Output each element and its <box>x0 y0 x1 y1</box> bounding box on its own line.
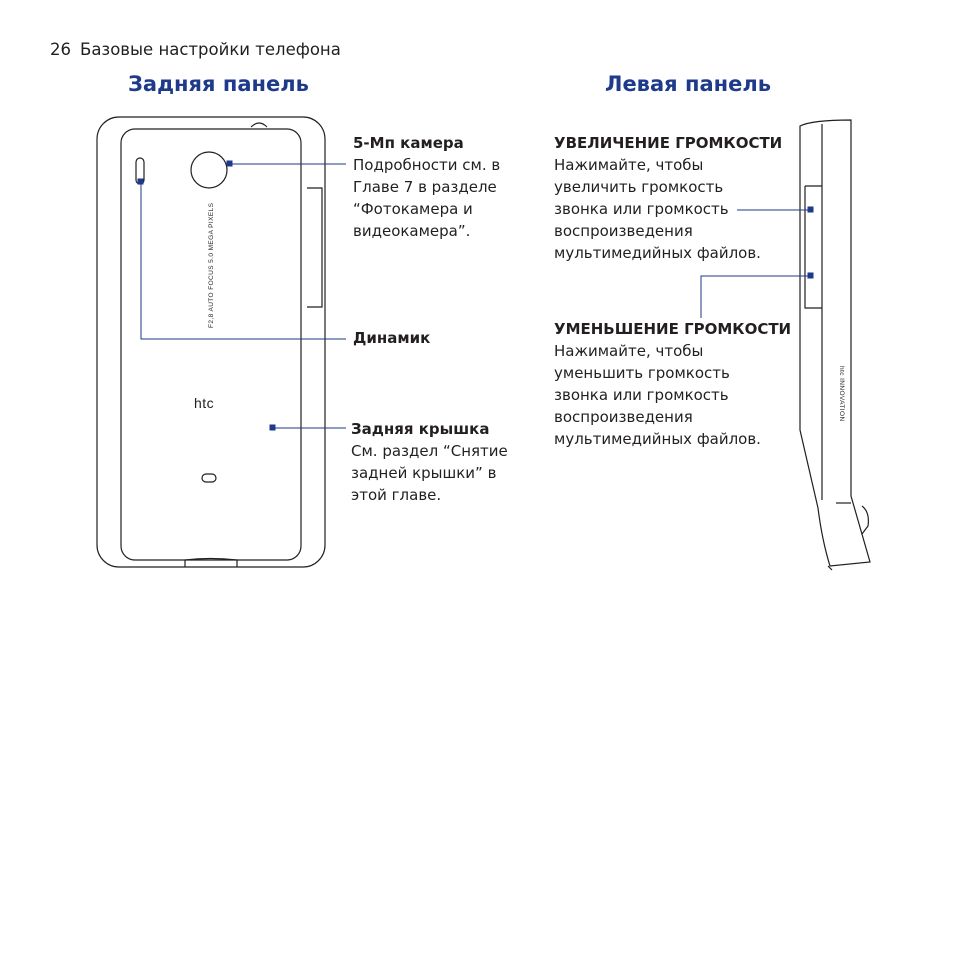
vol-down-note-line: воспроизведения <box>554 408 693 426</box>
vol-up-callout-dot <box>808 207 813 212</box>
side-body-outline <box>800 120 870 566</box>
speaker-callout-dot <box>138 179 143 184</box>
page-number: 26 <box>50 40 71 59</box>
speaker-note-title: Динамик <box>353 329 431 347</box>
cover-note-line: См. раздел “Снятие <box>351 442 508 460</box>
back-callouts <box>138 161 346 430</box>
vol-down-note <box>554 318 791 450</box>
camera-note-line: Главе 7 в разделе <box>353 178 497 196</box>
cover-note-title: Задняя крышка <box>351 420 490 438</box>
cover-note-line: этой главе. <box>351 486 442 504</box>
back-cover-outline <box>121 129 301 560</box>
bottom-slot <box>202 474 216 482</box>
phone-body-outline <box>97 117 325 567</box>
htc-logo: htc <box>194 395 215 411</box>
left-panel-title: Левая панель <box>605 72 772 96</box>
camera-note-title: 5-Мп камера <box>353 134 464 152</box>
camera-callout-dot <box>227 161 232 166</box>
vol-down-note-line: звонка или громкость <box>554 386 729 404</box>
camera-note-line: “Фотокамера и <box>353 200 473 218</box>
side-volume-rocker <box>805 186 822 308</box>
vol-up-note-line: увеличить громкость <box>554 178 724 196</box>
cover-note-line: задней крышки” в <box>351 464 497 482</box>
vol-up-note <box>554 132 782 264</box>
vol-down-note-line: мультимедийных файлов. <box>554 430 761 448</box>
vol-down-note-line: Нажимайте, чтобы <box>554 342 704 360</box>
side-volume-bump <box>307 188 322 307</box>
cover-callout-dot <box>270 425 275 430</box>
section-title: Базовые настройки телефона <box>80 40 341 59</box>
speaker-callout-line <box>141 182 346 339</box>
vol-up-note-line: Нажимайте, чтобы <box>554 156 704 174</box>
vol-down-callout-dot <box>808 273 813 278</box>
back-panel-title: Задняя панель <box>128 72 309 96</box>
top-button <box>251 123 267 127</box>
vol-up-note-line: воспроизведения <box>554 222 693 240</box>
phone-side-illustration <box>800 120 870 570</box>
camera-spec-text: F2,8 AUTO FOCUS 5.0 MEGA PIXELS <box>208 202 215 328</box>
vol-down-note-line: уменьшить громкость <box>554 364 730 382</box>
camera-lens <box>191 152 227 188</box>
speaker-note <box>353 327 430 349</box>
side-brand-text: htc INNOVATION <box>838 366 845 422</box>
vol-down-note-title: УМЕНЬШЕНИЕ ГРОМКОСТИ <box>554 320 792 338</box>
phone-back-illustration <box>97 117 325 567</box>
vol-up-note-title: УВЕЛИЧЕНИЕ ГРОМКОСТИ <box>554 134 783 152</box>
camera-note-line: видеокамера”. <box>353 222 471 240</box>
camera-note <box>353 132 500 242</box>
vol-down-callout-line <box>701 276 811 318</box>
cover-note <box>351 418 508 506</box>
side-bottom-bump <box>862 506 868 534</box>
vol-up-note-line: звонка или громкость <box>554 200 729 218</box>
camera-note-line: Подробности см. в <box>353 156 501 174</box>
vol-up-note-line: мультимедийных файлов. <box>554 244 761 262</box>
